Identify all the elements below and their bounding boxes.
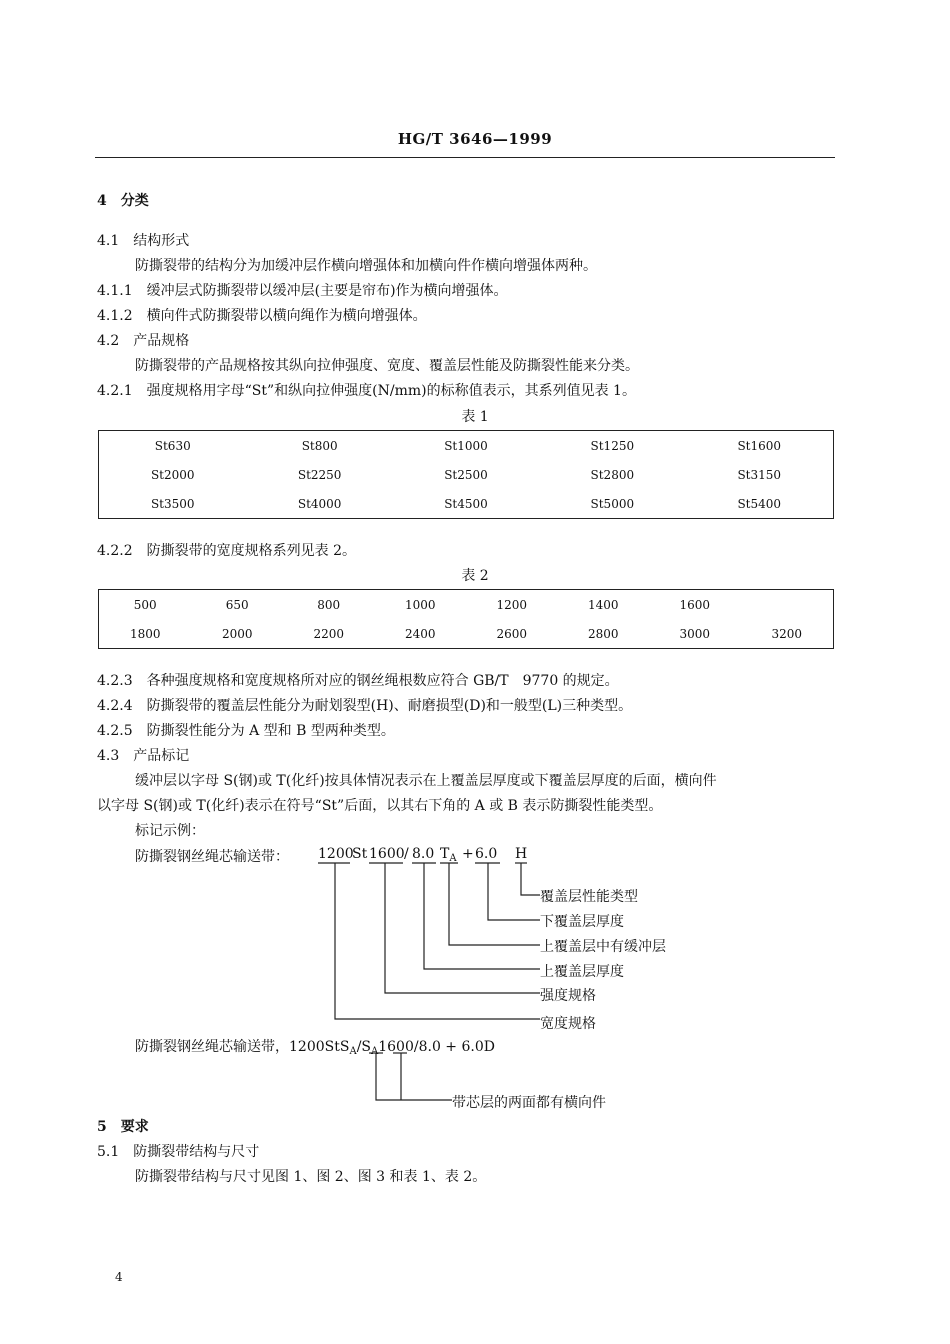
leader-upper-thickness [424, 863, 540, 969]
mark-2-transverse-1: S [339, 1039, 350, 1055]
table-cell: 2400 [404, 626, 436, 641]
section-4-1-1: 4.1.1 缓冲层式防撕裂带以缓冲层(主要是帘布)作为横向增强体。 [97, 283, 508, 299]
section-5-title: 5 要求 [97, 1119, 149, 1135]
table-cell: 1200 [496, 597, 527, 612]
mark-strength: 1600 [369, 846, 405, 862]
section-4-title: 4 分类 [97, 193, 149, 209]
section-4-3-title: 4.3 产品标记 [97, 748, 190, 764]
leader-lower-thickness [488, 863, 540, 920]
table-cell: 3000 [679, 626, 710, 641]
leader-upper-buffer [449, 863, 540, 945]
mark-st: St [352, 846, 368, 862]
example-2-prefix: 防撕裂钢丝绳芯输送带， [135, 1039, 289, 1055]
mark-plus: + [462, 846, 474, 862]
example-1-prefix: 防撕裂钢丝绳芯输送带： [135, 849, 289, 865]
mark-2-transverse-2: S [361, 1039, 371, 1055]
table-cell: 2600 [496, 626, 527, 641]
table-cell: St2250 [297, 467, 342, 482]
section-4-2-title: 4.2 产品规格 [97, 333, 190, 349]
table-cell: 1800 [129, 626, 161, 641]
table-cell: 1600 [679, 597, 710, 612]
section-4-1-body: 防撕裂带的结构分为加缓冲层作横向增强体和加横向件作横向增强体两种。 [135, 258, 597, 274]
mark-2-sub-1: A [349, 1046, 357, 1057]
table-1-caption: 表 1 [461, 409, 489, 425]
table-cell: 2800 [587, 626, 619, 641]
section-4-2-5: 4.2.5 防撕裂性能分为 A 型和 B 型两种类型。 [97, 723, 395, 739]
mark-slash: / [404, 846, 409, 862]
table-cell: St1250 [590, 438, 635, 453]
marking-example-intro: 标记示例： [135, 823, 205, 839]
page-number: 4 [115, 1270, 123, 1284]
label-upper-thickness: 上覆盖层厚度 [540, 964, 624, 980]
table-cell: 2000 [221, 626, 253, 641]
table-cell: 1400 [587, 597, 619, 612]
table-cell: 1000 [404, 597, 436, 612]
mark-2-slash: / [356, 1039, 362, 1055]
leader-both-1 [376, 1053, 452, 1100]
table-2-caption: 表 2 [461, 568, 489, 584]
table-cell: St630 [154, 438, 191, 453]
mark-cover-type: H [515, 846, 528, 862]
table-cell: St2800 [590, 467, 635, 482]
section-4-1-2: 4.1.2 横向件式防撕裂带以横向绳作为横向增强体。 [97, 308, 427, 324]
table-cell: St2000 [150, 467, 195, 482]
table-cell: St5000 [590, 496, 635, 511]
mark-2-width-st: 1200St [289, 1039, 340, 1055]
table-cell: St1600 [737, 438, 782, 453]
section-4-2-1: 4.2.1 强度规格用字母“St”和纵向拉伸强度(N/mm)的标称值表示，其系列值见表 1。 [97, 383, 636, 399]
mark-width: 1200 [318, 846, 354, 862]
table-cell: St2500 [444, 467, 488, 482]
mark-buffer-subscript: A [449, 853, 457, 864]
section-4-1-title: 4.1 结构形式 [97, 233, 190, 249]
leader-cover-type [521, 863, 540, 895]
table-cell: St3150 [737, 467, 782, 482]
table-cell: 3200 [771, 626, 803, 641]
mark-upper-thickness: 8.0 [412, 846, 435, 862]
table-cell: St800 [301, 438, 338, 453]
table-cell: St5400 [737, 496, 782, 511]
table-cell: 650 [225, 597, 249, 612]
section-4-2-2: 4.2.2 防撕裂带的宽度规格系列见表 2。 [97, 543, 356, 559]
table-cell: 800 [317, 597, 341, 612]
mark-buffer-letter: T [440, 846, 450, 862]
leader-strength [385, 863, 540, 993]
label-strength: 强度规格 [540, 988, 596, 1004]
standard-code: HG/T 3646—1999 [397, 130, 553, 148]
section-5-1-body: 防撕裂带结构与尺寸见图 1、图 2、图 3 和表 1、表 2。 [135, 1169, 487, 1185]
leader-width [335, 863, 540, 1019]
table-cell: St4500 [444, 496, 488, 511]
table-cell: St3500 [150, 496, 195, 511]
section-4-3-body-line1: 缓冲层以字母 S(钢)或 T(化纤)按具体情况表示在上覆盖层厚度或下覆盖层厚度的后面，横向件 [135, 773, 717, 789]
label-both-transverse: 带芯层的两面都有横向件 [452, 1095, 606, 1111]
label-width: 宽度规格 [540, 1016, 596, 1032]
section-4-2-4: 4.2.4 防撕裂带的覆盖层性能分为耐划裂型(H)、耐磨损型(D)和一般型(L)三种类型。 [97, 698, 633, 714]
table-cell: St4000 [297, 496, 342, 511]
table-cell: 2200 [313, 626, 344, 641]
label-lower-thickness: 下覆盖层厚度 [540, 914, 624, 930]
section-4-3-body-line2: 以字母 S(钢)或 T(化纤)表示在符号“St”后面，以其右下角的 A 或 B 表示防撕裂性能类型。 [97, 798, 663, 814]
table-cell: 500 [133, 597, 157, 612]
mark-2-rest: 1600/8.0 + 6.0D [378, 1039, 495, 1055]
mark-2-sub-2: A [371, 1046, 379, 1057]
label-cover-type: 覆盖层性能类型 [540, 889, 638, 905]
table-cell: St1000 [444, 438, 488, 453]
section-4-2-body: 防撕裂带的产品规格按其纵向拉伸强度、宽度、覆盖层性能及防撕裂性能来分类。 [135, 358, 639, 374]
section-5-1-title: 5.1 防撕裂带结构与尺寸 [97, 1144, 260, 1160]
mark-lower-thickness: 6.0 [475, 846, 498, 862]
label-upper-buffer: 上覆盖层中有缓冲层 [540, 939, 666, 955]
section-4-2-3: 4.2.3 各种强度规格和宽度规格所对应的钢丝绳根数应符合 GB/T 9770 的规定。 [97, 673, 619, 689]
